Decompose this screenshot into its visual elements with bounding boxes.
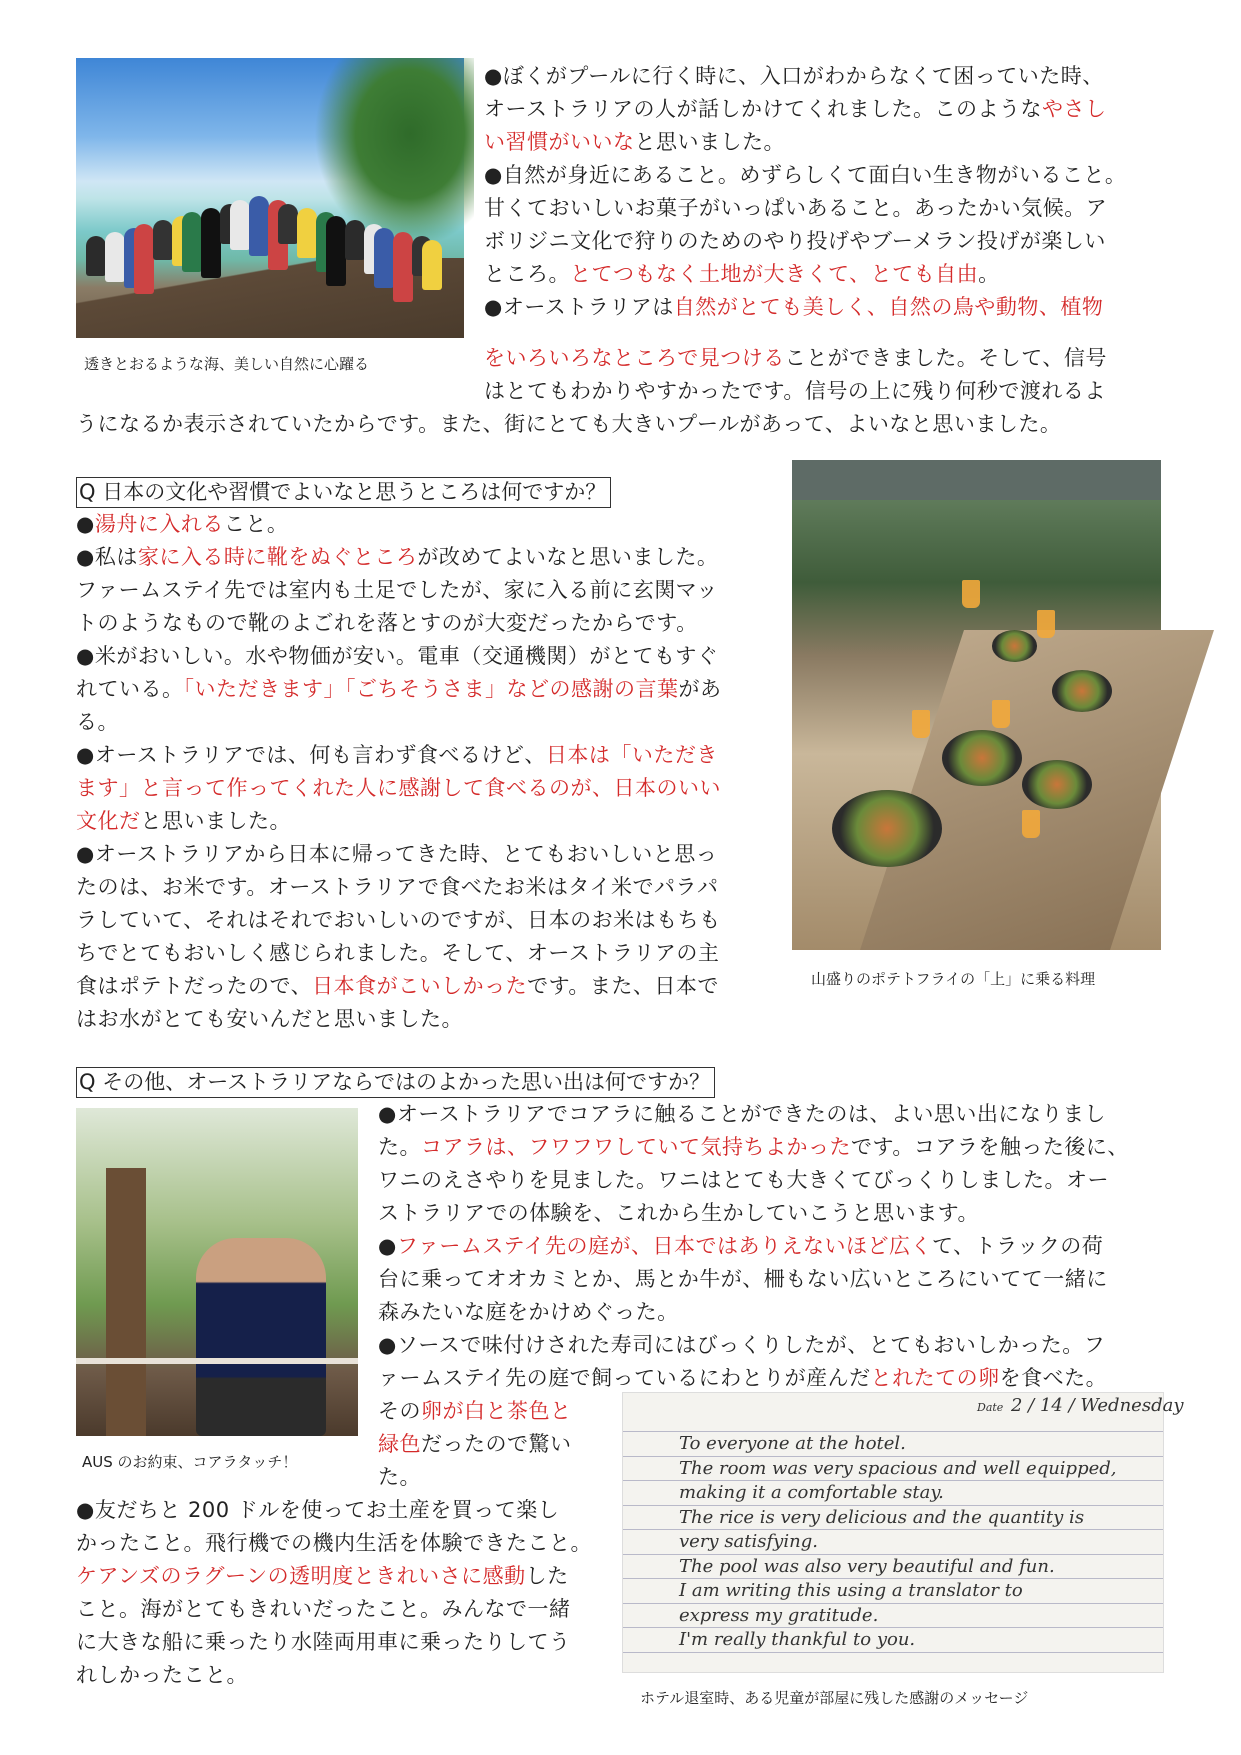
- student-figure: [134, 224, 154, 294]
- juice-cup: [1022, 810, 1040, 838]
- section3-line: [378, 1362, 1129, 1395]
- body-text: オーストラリアの人が話しかけてくれました。このような: [484, 97, 1042, 121]
- student-figure: [105, 232, 125, 282]
- letter-line: very satisfying.: [679, 1531, 818, 1552]
- highlight-text: 卵が白と茶色と: [421, 1399, 572, 1423]
- letter-line: The room was very spacious and well equipped,: [679, 1457, 1117, 1479]
- body-text: ところ。: [484, 262, 570, 286]
- highlight-text: とれたての卵: [870, 1366, 1000, 1390]
- body-text: 。: [978, 262, 1000, 286]
- section1-text-lower: [484, 342, 1107, 408]
- section2-line: [76, 640, 722, 673]
- section2-line: [76, 871, 722, 904]
- body-text: ちでとてもおいしく感じられました。そして、オーストラリアの主: [76, 941, 720, 965]
- section2-line: [76, 1003, 722, 1036]
- student-figure: [230, 200, 250, 250]
- section2-line: [76, 970, 722, 1003]
- body-text: ●: [76, 512, 95, 536]
- letter-photo-caption: ホテル退室時、ある児童が部屋に残した感謝のメッセージ: [640, 1689, 1029, 1707]
- section3-line: [76, 1659, 592, 1692]
- question-japan-culture: Q 日本の文化や習慣でよいなと思うところは何ですか？: [76, 477, 611, 508]
- letter-line: making it a comfortable stay.: [679, 1482, 944, 1503]
- section3-line: [76, 1593, 592, 1626]
- food-plate: [1022, 760, 1092, 809]
- juice-cup: [1037, 610, 1055, 638]
- letter-line: express my gratitude.: [679, 1604, 879, 1626]
- highlight-text: 文化だ: [76, 809, 141, 833]
- body-text: ●オーストラリアでは、何も言わず食べるけど、: [76, 743, 546, 767]
- letter-date: 2 / 14 / Wednesday: [1011, 1395, 1184, 1416]
- section3-text-lower: [76, 1494, 592, 1692]
- body-text: れている。: [76, 677, 184, 701]
- section1-line: [484, 291, 1126, 324]
- juice-cup: [992, 700, 1010, 728]
- body-text: 食はポテトだったので、: [76, 974, 313, 998]
- letter-line: The pool was also very beautiful and fun.: [679, 1555, 1055, 1577]
- section2-line: [76, 904, 722, 937]
- body-text: トのようなもので靴のよごれを落とすのが大変だったからです。: [76, 611, 698, 635]
- section2-line: [76, 541, 722, 574]
- section3-line: [378, 1197, 1129, 1230]
- body-text: ファームステイ先では室内も土足でしたが、家に入る前に玄関マッ: [76, 578, 718, 602]
- body-text: 台に乗ってオオカミとか、馬とか牛が、柵もない広いところにいてて一緒に: [378, 1267, 1108, 1291]
- section1-line: [484, 225, 1126, 258]
- section3-line: [76, 1527, 592, 1560]
- section3-line: [378, 1263, 1129, 1296]
- highlight-text: ファームステイ先の庭が、日本ではありえないほど広く: [396, 1234, 933, 1258]
- body-text: て、トラックの荷: [932, 1234, 1104, 1258]
- section1-line: [76, 408, 1061, 441]
- koala-photo: [76, 1108, 358, 1436]
- section1-line: [484, 258, 1126, 291]
- body-text: はとてもわかりやすかったです。信号の上に残り何秒で渡れるよ: [484, 379, 1106, 403]
- section3-line: [76, 1494, 592, 1527]
- highlight-text: とてつもなく土地が大きくて、とても自由: [570, 262, 979, 286]
- body-text: うになるか表示されていたからです。また、街にとても大きいプールがあって、よいなと思いました。: [76, 412, 1062, 436]
- highlight-text: やさし: [1041, 97, 1107, 121]
- body-text: こと。: [223, 512, 289, 536]
- body-text: る。: [76, 710, 119, 734]
- highlight-text: 緑色: [378, 1432, 421, 1456]
- student-figure: [86, 236, 106, 276]
- body-text: ●オーストラリアから日本に帰ってきた時、とてもおいしいと思っ: [76, 842, 718, 866]
- body-text: たのは、お米です。オーストラリアで食べたお米はタイ米でパラパ: [76, 875, 719, 899]
- dinner-photo-caption: 山盛りのポテトフライの「上」に乗る料理: [811, 970, 1096, 988]
- body-text: その: [378, 1399, 421, 1423]
- food-plate: [992, 630, 1037, 662]
- section3-line: [76, 1626, 592, 1659]
- section2-line: [76, 607, 722, 640]
- section2-answer-text: [76, 508, 722, 1036]
- juice-cup: [912, 710, 930, 738]
- body-text: です。また、日本で: [527, 974, 719, 998]
- highlight-text: い習慣がいいな: [484, 130, 635, 154]
- highlight-text: 家に入る時に靴をぬぐところ: [137, 545, 418, 569]
- body-text: ●私は: [76, 545, 138, 569]
- section2-line: [76, 739, 722, 772]
- section1-line: [484, 93, 1126, 126]
- koala-photo-caption: AUS のお約束、コアラタッチ！: [82, 1453, 298, 1471]
- body-text: 森みたいな庭をかけめぐった。: [378, 1300, 679, 1324]
- letter-line: To everyone at the hotel.: [679, 1433, 906, 1454]
- section1-line: [484, 60, 1126, 93]
- body-text: を食べた。: [999, 1366, 1108, 1390]
- student-figure: [422, 240, 442, 290]
- section2-line: [76, 574, 722, 607]
- section2-line: [76, 805, 722, 838]
- beach-photo: [76, 58, 464, 338]
- student-figure: [374, 228, 394, 288]
- body-text: ●オーストラリアでコアラに触ることができたのは、よい思い出になりまし: [378, 1102, 1106, 1126]
- body-text: が改めてよいなと思いました。: [417, 545, 719, 569]
- body-text: と思いました。: [634, 130, 785, 154]
- body-text: れしかったこと。: [76, 1663, 248, 1687]
- section1-line: [484, 192, 1126, 225]
- food-plate: [832, 790, 942, 867]
- body-text: です。コアラを触った後に、: [851, 1135, 1129, 1159]
- section3-text-upper: [378, 1098, 1129, 1395]
- student-figure: [201, 208, 221, 278]
- section1-text-upper: [484, 60, 1126, 324]
- section2-line: [76, 772, 722, 805]
- highlight-text: コアラは、フワフワしていて気持ちよかった: [421, 1135, 851, 1159]
- section2-line: [76, 673, 722, 706]
- letter-line: The rice is very delicious and the quantity is: [679, 1506, 1085, 1528]
- section1-line: [484, 342, 1107, 375]
- body-text: ことができました。そして、信号: [784, 346, 1107, 370]
- student-figure: [182, 212, 202, 272]
- section3-text-middle: [378, 1395, 572, 1494]
- section3-line: [378, 1131, 1129, 1164]
- section3-line: [378, 1395, 572, 1428]
- body-text: ァームステイ先の庭で飼っているにわとりが産んだ: [378, 1366, 871, 1390]
- body-text: だったので驚い: [421, 1432, 572, 1456]
- highlight-text: をいろいろなところで見つける: [484, 346, 785, 370]
- student-figure: [153, 220, 173, 260]
- letter-line: I am writing this using a translator to: [679, 1580, 1023, 1601]
- section1-line: [484, 126, 1126, 159]
- section3-line: [378, 1230, 1129, 1263]
- section3-line: [378, 1329, 1129, 1362]
- body-text: ボリジニ文化で狩りのためのやり投げやブーメラン投げが楽しい: [484, 229, 1106, 253]
- section3-line: [378, 1296, 1129, 1329]
- student-figure: [278, 204, 298, 244]
- highlight-text: 日本食がこいしかった: [312, 974, 528, 998]
- student-figure: [326, 216, 346, 286]
- food-plate: [1052, 670, 1112, 712]
- body-text: ●ソースで味付けされた寿司にはびっくりしたが、とてもおいしかった。フ: [378, 1333, 1106, 1357]
- body-text: ●ぼくがプールに行く時に、入口がわからなくて困っていた時、: [484, 64, 1104, 88]
- juice-cup: [962, 580, 980, 608]
- highlight-text: 湯舟に入れる: [94, 512, 224, 536]
- body-text: かったこと。飛行機での機内生活を体験できたこと。: [76, 1531, 592, 1555]
- body-text: した: [525, 1564, 569, 1588]
- body-text: に大きな船に乗ったり水陸両用車に乗ったりしてう: [76, 1630, 571, 1654]
- section3-line: [378, 1461, 572, 1494]
- section3-line: [378, 1164, 1129, 1197]
- student-figure: [249, 196, 269, 256]
- body-text: た。: [378, 1465, 421, 1489]
- food-plate: [942, 730, 1022, 786]
- body-text: ●友だちと 200 ドルを使ってお土産を買って楽し: [76, 1498, 560, 1522]
- section2-line: [76, 937, 722, 970]
- section1-line: [484, 159, 1126, 192]
- highlight-text: ます」と言って作ってくれた人に感謝して食べるのが、日本のいい: [76, 776, 721, 800]
- section2-line: [76, 508, 722, 541]
- student-figure: [345, 220, 365, 260]
- body-text: ワニのえさやりを見ました。ワニはとても大きくてびっくりしました。オー: [378, 1168, 1109, 1192]
- body-text: ●: [378, 1234, 397, 1258]
- section3-line: [76, 1560, 592, 1593]
- body-text: があ: [678, 677, 722, 701]
- body-text: 甘くておいしいお菓子がいっぱいあること。あったかい気候。ア: [484, 196, 1108, 220]
- highlight-text: 日本は「いただき: [545, 743, 718, 767]
- highlight-text: 自然がとても美しく、自然の鳥や動物、植物: [673, 295, 1104, 319]
- highlight-text: ケアンズのラグーンの透明度ときれいさに感動: [76, 1564, 526, 1588]
- letter-line: I'm really thankful to you.: [679, 1629, 916, 1650]
- body-text: ●オーストラリアは: [484, 295, 674, 319]
- body-text: と思いました。: [140, 809, 291, 833]
- body-text: はお水がとても安いんだと思いました。: [76, 1007, 463, 1031]
- body-text: こと。海がとてもきれいだったこと。みんなで一緒: [76, 1597, 571, 1621]
- dinner-photo: [792, 460, 1161, 950]
- body-text: ●米がおいしい。水や物価が安い。電車（交通機関）がとてもすぐ: [76, 644, 719, 668]
- student-figure: [393, 232, 413, 302]
- student-figure: [297, 208, 317, 258]
- body-text: た。: [378, 1135, 421, 1159]
- thank-you-letter-photo: [622, 1392, 1184, 1673]
- body-text: ●自然が身近にあること。めずらしくて面白い生き物がいること。: [484, 163, 1127, 187]
- section3-line: [378, 1098, 1129, 1131]
- students-on-rocks: [86, 176, 456, 336]
- section1-line: [484, 375, 1107, 408]
- section2-line: [76, 706, 722, 739]
- body-text: ストラリアでの体験を、これから生かしていこうと思います。: [378, 1201, 979, 1225]
- section3-line: [378, 1428, 572, 1461]
- section2-line: [76, 838, 722, 871]
- beach-photo-caption: 透きとおるような海、美しい自然に心躍る: [84, 355, 370, 373]
- letter-date-label: Date: [977, 1401, 1004, 1414]
- body-text: ラしていて、それはそれでおいしいのですが、日本のお米はもちも: [76, 908, 721, 932]
- question-australia-memories: Q その他、オーストラリアならではのよかった思い出は何ですか？: [76, 1067, 715, 1098]
- section1-text-full: [76, 408, 1061, 441]
- highlight-text: 「いただきます」「ごちそうさま」などの感謝の言葉: [183, 677, 679, 701]
